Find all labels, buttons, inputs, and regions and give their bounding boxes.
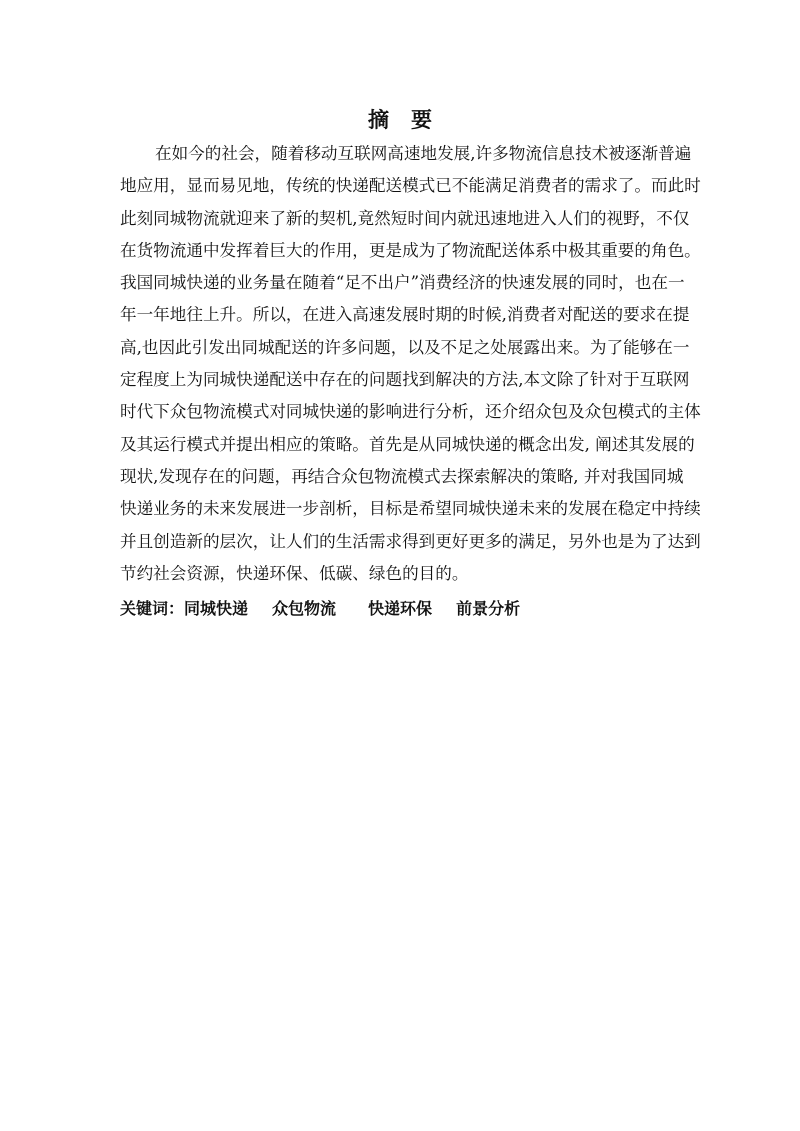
keywords-row xyxy=(120,596,544,622)
abstract-line: 在货物流通中发挥着巨大的作用，更是成为了物流配送体系中极其重要的角色。 xyxy=(120,240,701,260)
abstract-title xyxy=(0,104,800,134)
abstract-line: 及其运行模式并提出相应的策略。首先是从同城快递的概念出发, 阐述其发展的 xyxy=(120,434,695,454)
abstract-line: 节约社会资源，快递环保、低碳、绿色的目的。 xyxy=(120,563,469,583)
abstract-line: 在如今的社会，随着移动互联网高速地发展,许多物流信息技术被逐渐普遍 xyxy=(155,144,692,163)
abstract-line: 年一年地往上升。所以，在进入高速发展时期的时候,消费者对配送的要求在提 xyxy=(120,305,690,325)
keywords-label: 关键词： xyxy=(120,599,185,618)
abstract-line: 地应用，显而易见地，传统的快递配送模式已不能满足消费者的需求了。而此时 xyxy=(120,176,701,196)
abstract-line: 定程度上为同城快递配送中存在的问题找到解决的方法,本文除了针对于互联网 xyxy=(120,370,690,390)
abstract-title-char-2: 要 xyxy=(411,108,432,132)
abstract-line: 现状,发现存在的问题，再结合众包物流模式去探索解决的策略, 并对我国同城 xyxy=(120,466,684,486)
abstract-line: 此刻同城物流就迎来了新的契机,竟然短时间内就迅速地进入人们的视野，不仅 xyxy=(120,208,690,228)
keyword-item: 前景分析 xyxy=(456,599,521,618)
keyword-item: 快递环保 xyxy=(368,599,433,618)
keyword-item: 众包物流 xyxy=(272,599,337,618)
abstract-line: 高,也因此引发出同城配送的许多问题，以及不足之处展露出来。为了能够在一 xyxy=(120,337,690,357)
abstract-line: 时代下众包物流模式对同城快递的影响进行分析，还介绍众包及众包模式的主体 xyxy=(120,402,701,422)
keyword-item: 同城快递 xyxy=(184,599,249,618)
abstract-line: 并且创造新的层次，让人们的生活需求得到更好更多的满足，另外也是为了达到 xyxy=(120,531,701,551)
abstract-title-char-1: 摘 xyxy=(368,108,389,132)
abstract-line: 我国同城快递的业务量在随着“足不出户”消费经济的快速发展的同时，也在一 xyxy=(120,273,685,293)
abstract-line: 快递业务的未来发展进一步剖析，目标是希望同城快递未来的发展在稳定中持续 xyxy=(120,499,701,519)
abstract-body xyxy=(120,138,701,590)
